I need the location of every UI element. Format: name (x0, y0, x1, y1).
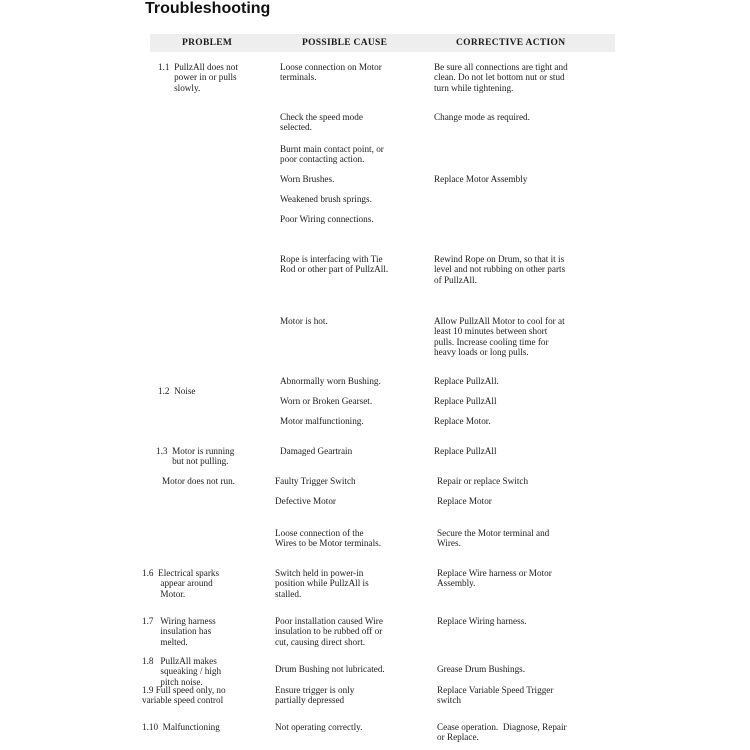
problem-1-10: 1.10 Malfunctioning (142, 722, 220, 732)
problem-1-7: 1.7 Wiring harness insulation has melted. (142, 616, 216, 647)
problem-motor-does-not-run: Motor does not run. (162, 476, 235, 486)
problem-1-6: 1.6 Electrical sparks appear around Motor. (142, 568, 220, 599)
cause-burnt-contact: Burnt main contact point, or poor contacting action. (280, 144, 384, 165)
problem-1-1: 1.1 PullzAll does not power in or pulls slowly. (158, 62, 238, 93)
action-replace-variable-trigger: Replace Variable Speed Trigger switch (437, 685, 554, 706)
cause-trigger-partially: Ensure trigger is only partially depressed (275, 685, 355, 706)
header-problem: PROBLEM (182, 38, 233, 48)
cause-weakened-springs: Weakened brush springs. (280, 194, 372, 204)
cause-not-operating: Not operating correctly. (275, 722, 363, 732)
page-title: Troubleshooting (145, 0, 271, 17)
action-secure-terminal: Secure the Motor terminal and Wires. (437, 528, 550, 549)
action-replace-motor-assembly: Replace Motor Assembly (434, 174, 528, 184)
cause-faulty-trigger: Faulty Trigger Switch (275, 476, 356, 486)
action-cease-operation: Cease operation. Diagnose, Repair or Replace. (437, 722, 567, 743)
cause-worn-brushes: Worn Brushes. (280, 174, 335, 184)
action-replace-pullzall-1: Replace PullzAll. (434, 376, 499, 386)
action-replace-motor: Replace Motor. (434, 416, 491, 426)
cause-motor-hot: Motor is hot. (280, 316, 328, 326)
cause-defective-motor: Defective Motor (275, 496, 336, 506)
action-replace-pullzall-3: Replace PullzAll (434, 446, 497, 456)
cause-motor-malfunctioning: Motor malfunctioning. (280, 416, 364, 426)
cause-poor-installation: Poor installation caused Wire insulation to be rubbed off or cut, causing direct short. (275, 616, 383, 647)
action-repair-switch: Repair or replace Switch (437, 476, 529, 486)
action-replace-pullzall-2: Replace PullzAll (434, 396, 497, 406)
header-possible-cause: POSSIBLE CAUSE (302, 38, 388, 48)
problem-1-3: 1.3 Motor is running but not pulling. (156, 446, 235, 467)
action-change-mode: Change mode as required. (434, 112, 530, 122)
action-replace-motor-2: Replace Motor (437, 496, 492, 506)
problem-1-9: 1.9 Full speed only, no variable speed control (142, 685, 226, 706)
action-cool-motor: Allow PullzAll Motor to cool for at least 10 minutes between short pulls. Increase cooling time for heavy loads or long pulls. (434, 316, 565, 358)
cause-drum-bushing: Drum Bushing not lubricated. (275, 664, 385, 674)
cause-loose-wires: Loose connection of the Wires to be Motor terminals. (275, 528, 382, 549)
cause-worn-bushing: Abnormally worn Bushing. (280, 376, 381, 386)
cause-rope-interfacing: Rope is interfacing with Tie Rod or other part of PullzAll. (280, 254, 389, 275)
cause-speed-mode: Check the speed mode selected. (280, 112, 363, 133)
action-replace-harness-or-motor: Replace Wire harness or Motor Assembly. (437, 568, 552, 589)
cause-broken-gearset: Worn or Broken Gearset. (280, 396, 373, 406)
action-rewind-rope: Rewind Rope on Drum, so that it is level and not rubbing on other parts of PullzAll. (434, 254, 566, 285)
problem-1-2: 1.2 Noise (158, 386, 196, 396)
cause-switch-held: Switch held in power-in position while PullzAll is stalled. (275, 568, 369, 599)
action-replace-wiring-harness: Replace Wiring harness. (437, 616, 527, 626)
action-grease-bushings: Grease Drum Bushings. (437, 664, 526, 674)
problem-1-8: 1.8 PullzAll makes squeaking / high pitch noise. (142, 656, 222, 687)
cause-damaged-geartrain: Damaged Geartrain (280, 446, 353, 456)
action-tighten-connections: Be sure all connections are tight and clean. Do not let bottom nut or stud turn while tightening. (434, 62, 568, 93)
header-corrective-action: CORRECTIVE ACTION (456, 38, 566, 48)
cause-poor-wiring: Poor Wiring connections. (280, 214, 374, 224)
cause-loose-connection: Loose connection on Motor terminals. (280, 62, 382, 83)
